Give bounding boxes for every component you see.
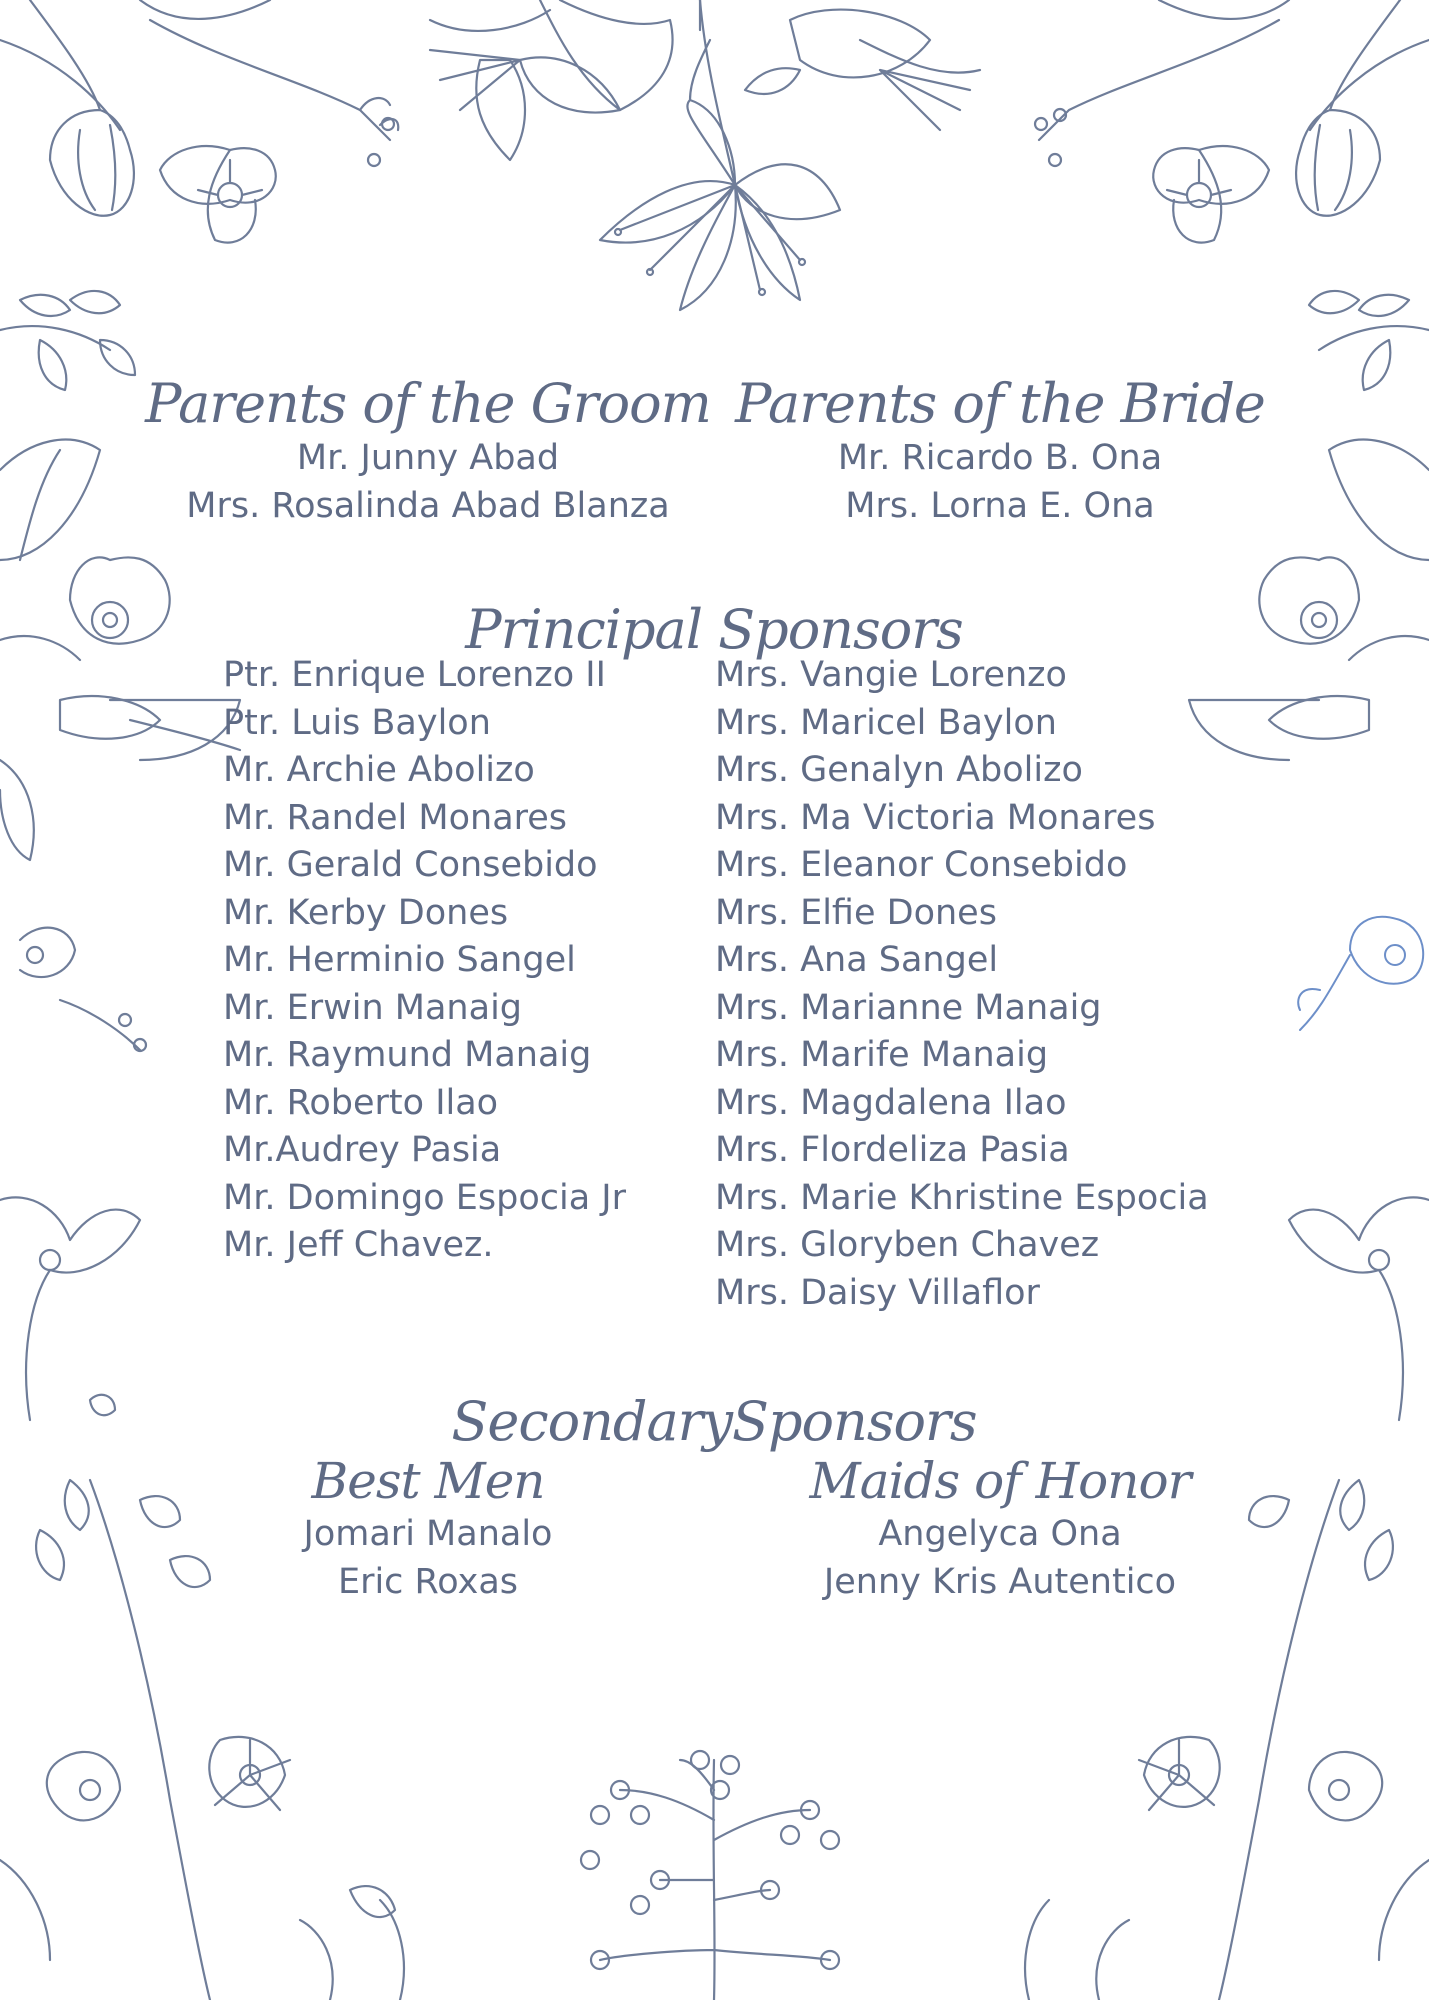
list-item: Mrs. Eleanor Consebido	[715, 845, 1128, 885]
maids-of-honor-names	[824, 1510, 1176, 1606]
parents-bride-name: Mr. Ricardo B. Ona	[837, 438, 1163, 478]
best-man-name: Eric Roxas	[337, 1562, 519, 1602]
list-item: Mrs. Ma Victoria Monares	[715, 797, 1156, 838]
list-item: Mr. Erwin Manaig	[223, 987, 523, 1028]
list-item: Mrs. Magdalena Ilao	[715, 1082, 1067, 1123]
parents-groom-name: Mrs. Rosalinda Abad Blanza	[186, 486, 670, 526]
best-men-heading: Best Men	[311, 1452, 545, 1510]
list-item: Mrs. Ana Sangel	[715, 940, 999, 980]
secondary-sponsors-heading: SecondarySponsors	[451, 1390, 977, 1453]
parents-groom-name: Mr. Junny Abad	[296, 438, 560, 478]
parents-bride-names	[838, 434, 1162, 530]
maids-of-honor-heading: Maids of Honor	[809, 1452, 1191, 1510]
list-item: Mr. Gerald Consebido	[223, 845, 598, 885]
list-item: Mrs. Marife Manaig	[715, 1035, 1049, 1075]
best-men-names	[304, 1510, 553, 1606]
top-right-flower-icon	[1035, 0, 1429, 243]
list-item: Mrs. Daisy Villaflor	[715, 1272, 1040, 1313]
top-left-flower-icon	[0, 0, 398, 243]
list-item: Mr. Herminio Sangel	[223, 940, 576, 980]
list-item: Mrs. Genalyn Abolizo	[715, 750, 1083, 790]
parents-groom-heading: Parents of the Groom	[145, 372, 711, 435]
blue-flower-right-icon	[1350, 917, 1423, 984]
list-item: Mr. Kerby Dones	[223, 892, 509, 933]
list-item: Mr.Audrey Pasia	[223, 1130, 502, 1170]
list-item: Mr. Archie Abolizo	[223, 750, 535, 790]
list-item: Mr. Randel Monares	[223, 797, 568, 838]
principal-sponsors-left-list	[223, 652, 626, 1270]
principal-sponsors-right-list	[715, 652, 1209, 1317]
list-item: Mr. Domingo Espocia Jr	[223, 1177, 626, 1218]
best-man-name: Jomari Manalo	[303, 1514, 553, 1554]
list-item: Mr. Roberto Ilao	[223, 1082, 499, 1123]
parents-bride-heading: Parents of the Bride	[735, 372, 1265, 435]
maid-of-honor-name: Angelyca Ona	[878, 1514, 1122, 1554]
list-item: Mrs. Marie Khristine Espocia	[715, 1177, 1209, 1218]
list-item: Mr. Raymund Manaig	[223, 1035, 592, 1075]
parents-groom-names	[186, 434, 669, 530]
list-item: Mrs. Elfie Dones	[715, 892, 997, 933]
bottom-center-flower-icon	[581, 1751, 839, 2000]
list-item: Ptr. Luis Baylon	[223, 702, 491, 743]
top-center-flower-icon	[430, 0, 980, 310]
principal-sponsors-heading: Principal Sponsors	[465, 598, 963, 661]
list-item: Mrs. Vangie Lorenzo	[715, 655, 1067, 695]
list-item: Mrs. Marianne Manaig	[715, 987, 1102, 1028]
right-side-foliage-icon	[1189, 291, 1429, 1420]
list-item: Mr. Jeff Chavez.	[223, 1225, 494, 1265]
list-item: Mrs. Maricel Baylon	[715, 702, 1057, 743]
list-item: Ptr. Enrique Lorenzo II	[223, 655, 606, 695]
maid-of-honor-name: Jenny Kris Autentico	[823, 1562, 1177, 1602]
list-item: Mrs. Flordeliza Pasia	[715, 1130, 1070, 1170]
list-item: Mrs. Gloryben Chavez	[715, 1225, 1100, 1265]
parents-bride-name: Mrs. Lorna E. Ona	[845, 486, 1155, 526]
